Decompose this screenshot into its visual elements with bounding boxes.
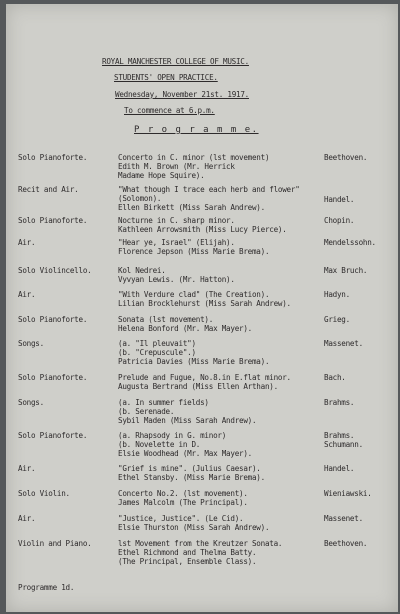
item-composer: Bach. xyxy=(324,373,346,382)
item-line: Elsie Thurston (Miss Sarah Andrew). xyxy=(118,523,270,532)
item-line: "With Verdure clad" (The Creation). xyxy=(118,290,270,299)
item-line: (b. Serenade. xyxy=(118,407,175,416)
start-time: To commence at 6.p.m. xyxy=(124,106,215,115)
item-line: Concerto No.2. (lst movement). xyxy=(118,489,248,498)
college-name: ROYAL MANCHESTER COLLEGE OF MUSIC. xyxy=(102,57,249,66)
item-line: Augusta Bertrand (Miss Ellen Arthan). xyxy=(118,382,278,391)
item-line: Helena Bonford (Mr. Max Mayer). xyxy=(118,324,252,333)
item-line: Ethel Richmond and Thelma Batty. xyxy=(118,548,257,557)
item-composer: Massenet. xyxy=(324,514,363,523)
item-line: Sybil Maden (Miss Sarah Andrew). xyxy=(118,416,257,425)
item-line: Concerto in C. minor (lst movement) xyxy=(118,153,270,162)
item-composer: Mendelssohn. xyxy=(324,238,376,247)
item-line: (b. Novelette in D. xyxy=(118,440,201,449)
item-type: Violin and Piano. xyxy=(18,539,92,548)
item-line: "Justice, Justice". (Le Cid). xyxy=(118,514,244,523)
item-type: Air. xyxy=(18,464,36,473)
item-line: Ellen Birkett (Miss Sarah Andrew). xyxy=(118,203,265,212)
item-type: Recit and Air. xyxy=(18,185,79,194)
item-type: Solo Pianoforte. xyxy=(18,373,88,382)
item-line: (b. "Crepuscule".) xyxy=(118,348,196,357)
item-line: (Solomon). xyxy=(118,194,162,203)
programme-page xyxy=(6,4,398,612)
item-line: Kol Nedrei. xyxy=(118,266,166,275)
item-line: "Hear ye, Israel" (Elijah). xyxy=(118,238,235,247)
item-composer: Handel. xyxy=(324,464,355,473)
item-type: Air. xyxy=(18,290,36,299)
item-line: "Grief is mine". (Julius Caesar). xyxy=(118,464,261,473)
item-line: Nocturne in C. sharp minor. xyxy=(118,216,235,225)
item-composer: Grieg. xyxy=(324,315,350,324)
item-type: Solo Pianoforte. xyxy=(18,153,88,162)
item-line: (a. Rhapsody in G. minor) xyxy=(118,431,227,440)
event-title: STUDENTS' OPEN PRACTICE. xyxy=(114,73,218,82)
item-composer: Wieniawski. xyxy=(324,489,372,498)
item-type: Solo Violin. xyxy=(18,489,70,498)
item-type: Air. xyxy=(18,238,36,247)
item-line: Florence Jepson (Miss Marie Brema). xyxy=(118,247,270,256)
item-type: Solo Pianoforte. xyxy=(18,431,88,440)
item-composer: Max Bruch. xyxy=(324,266,368,275)
item-composer: Brahms. xyxy=(324,398,355,407)
item-line: (a. In summer fields) xyxy=(118,398,209,407)
item-line: Prelude and Fugue, No.8.in E.flat minor. xyxy=(118,373,291,382)
item-composer: Handel. xyxy=(324,195,355,204)
item-type: Solo Pianoforte. xyxy=(18,216,88,225)
item-type: Songs. xyxy=(18,398,44,407)
item-type: Songs. xyxy=(18,339,44,348)
item-line: Elsie Woodhead (Mr. Max Mayer). xyxy=(118,449,252,458)
programme-price: Programme 1d. xyxy=(18,583,75,592)
item-line: Lilian Brocklehurst (Miss Sarah Andrew). xyxy=(118,299,291,308)
item-composer: Schumann. xyxy=(324,440,363,449)
item-line: Edith M. Brown (Mr. Herrick xyxy=(118,162,235,171)
programme-heading: P r o g r a m m e. xyxy=(134,125,259,135)
item-composer: Massenet. xyxy=(324,339,363,348)
item-line: lst Movement from the Kreutzer Sonata. xyxy=(118,539,283,548)
item-type: Air. xyxy=(18,514,36,523)
item-line: Sonata (lst movement). xyxy=(118,315,214,324)
item-line: Patricia Davies (Miss Marie Brema). xyxy=(118,357,270,366)
item-line: Vyvyan Lewis. (Mr. Hatton). xyxy=(118,275,235,284)
item-line: (The Principal, Ensemble Class). xyxy=(118,557,257,566)
item-line: Ethel Stansby. (Miss Marie Brema). xyxy=(118,473,265,482)
event-date: Wednesday, November 21st. 1917. xyxy=(115,90,249,99)
item-line: James Malcolm (The Principal). xyxy=(118,498,248,507)
item-composer: Beethoven. xyxy=(324,153,368,162)
item-type: Solo Violincello. xyxy=(18,266,92,275)
item-line: Madame Hope Squire). xyxy=(118,171,205,180)
item-type: Solo Pianoforte. xyxy=(18,315,88,324)
item-line: "What though I trace each herb and flower" xyxy=(118,185,300,194)
item-composer: Brahms. xyxy=(324,431,355,440)
item-composer: Hadyn. xyxy=(324,290,350,299)
item-composer: Beethoven. xyxy=(324,539,368,548)
item-composer: Chopin. xyxy=(324,216,355,225)
item-line: (a. "Il pleuvait") xyxy=(118,339,196,348)
item-line: Kathleen Arrowsmith (Miss Lucy Pierce). xyxy=(118,225,287,234)
